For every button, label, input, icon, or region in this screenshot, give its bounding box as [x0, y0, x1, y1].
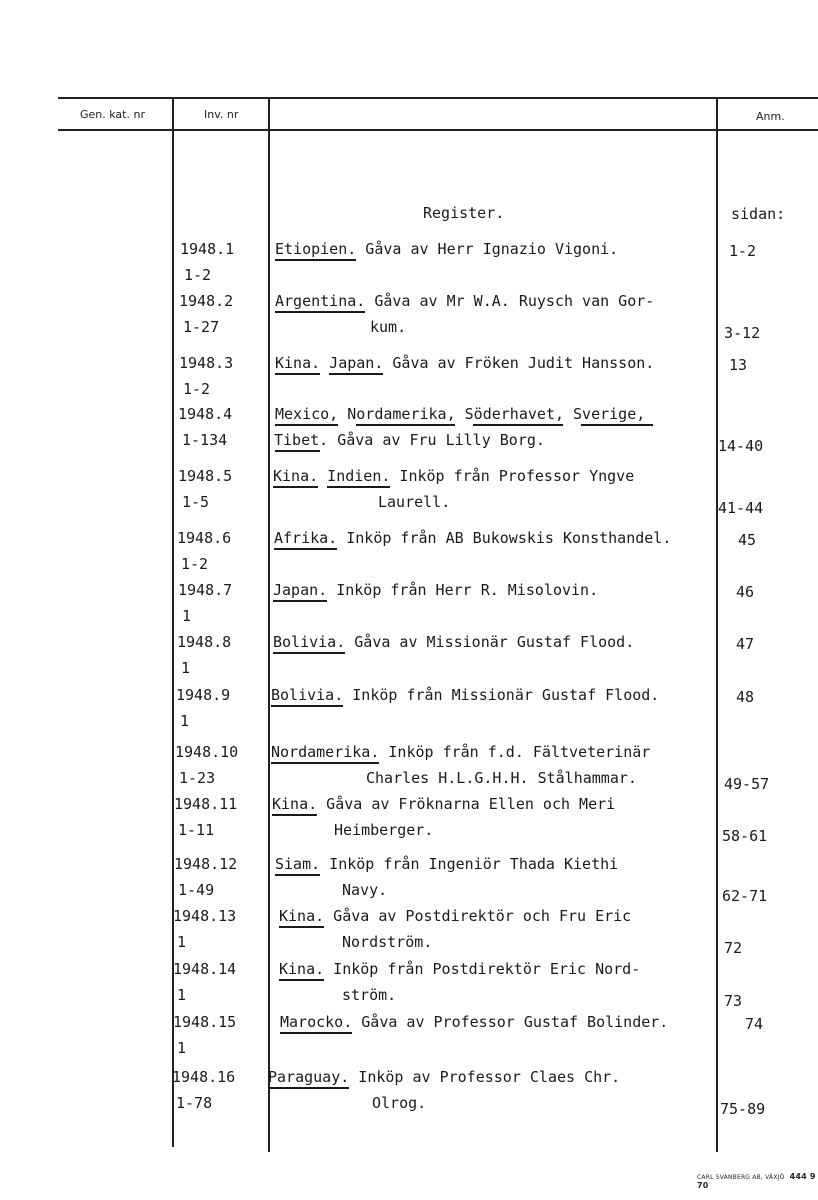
printer-imprint	[697, 1172, 818, 1190]
page-reference: 47	[736, 635, 755, 653]
inv-number: 1948.3	[179, 354, 234, 372]
inv-number: 1948.10	[175, 743, 239, 761]
inv-number: 1948.1	[180, 240, 235, 258]
inv-number: 1948.11	[174, 795, 238, 813]
entry-continuation-line: Laurell.	[378, 493, 451, 511]
entry-continuation-line: kum.	[370, 318, 407, 336]
page-reference: 58-61	[722, 827, 768, 845]
place-underline	[275, 373, 320, 375]
item-range: 1-134	[182, 431, 228, 449]
page-reference: 14-40	[718, 437, 764, 455]
column-header-gen-kat-nr: Gen. kat. nr	[80, 108, 145, 121]
entry-line: Siam. Inköp från Ingeniör Thada Kiethi	[275, 855, 619, 873]
place-underline	[329, 373, 383, 375]
item-range: 1-2	[184, 266, 212, 284]
item-range: 1-2	[183, 380, 211, 398]
page-reference: 46	[736, 583, 755, 601]
page-reference: 72	[724, 939, 743, 957]
inv-number: 1948.13	[173, 907, 237, 925]
place-underline	[473, 424, 563, 426]
inv-number: 1948.6	[177, 529, 232, 547]
place-underline	[275, 311, 365, 313]
inv-number: 1948.4	[178, 405, 233, 423]
place-underline	[273, 652, 345, 654]
page-reference: 3-12	[724, 324, 761, 342]
item-range: 1-5	[182, 493, 210, 511]
place-underline	[356, 424, 455, 426]
column-divider-inv-text	[268, 97, 270, 1152]
item-range: 1	[177, 986, 187, 1004]
item-range: 1-27	[183, 318, 220, 336]
entry-line: Paraguay. Inköp av Professor Claes Chr.	[268, 1068, 621, 1086]
inv-number: 1948.2	[179, 292, 234, 310]
page-reference: 41-44	[718, 499, 764, 517]
place-underline	[273, 486, 318, 488]
inv-number: 1948.8	[177, 633, 232, 651]
entry-line: Nordamerika. Inköp från f.d. Fältveterinär	[271, 743, 651, 761]
place-underline	[274, 548, 337, 550]
inv-number: 1948.16	[172, 1068, 236, 1086]
entry-line: Argentina. Gåva av Mr W.A. Ruysch van Gor-	[275, 292, 655, 310]
inv-number: 1948.5	[178, 467, 233, 485]
form-code: 444 9 70	[697, 1172, 816, 1190]
place-underline	[279, 926, 324, 928]
inv-number: 1948.9	[176, 686, 231, 704]
entry-line: Kina. Gåva av Postdirektör och Fru Eric	[279, 907, 632, 925]
item-range: 1-49	[178, 881, 215, 899]
item-range: 1-2	[181, 555, 209, 573]
page-reference: 73	[724, 992, 743, 1010]
entry-continuation-line: Charles H.L.G.H.H. Stålhammar.	[366, 769, 637, 787]
page-reference: 45	[738, 531, 757, 549]
page-reference: 74	[745, 1015, 764, 1033]
inv-number: 1948.12	[174, 855, 238, 873]
entry-line: Marocko. Gåva av Professor Gustaf Bolinder.	[280, 1013, 669, 1031]
register-title: Register.	[423, 204, 505, 222]
item-range: 1	[180, 712, 190, 730]
printer-name: CARL SVANBERG AB, VÄXJÖ	[697, 1174, 785, 1181]
place-underline	[275, 450, 320, 452]
page-reference: 1-2	[729, 242, 757, 260]
column-divider-text-anm	[716, 97, 718, 1152]
inv-number: 1948.14	[173, 960, 237, 978]
column-divider-gen-inv	[172, 97, 174, 1147]
entry-continuation-line: Olrog.	[372, 1094, 427, 1112]
sidan-label: sidan:	[731, 205, 786, 223]
item-range: 1-11	[178, 821, 215, 839]
page-reference: 75-89	[720, 1100, 766, 1118]
entry-line: Afrika. Inköp från AB Bukowskis Konsthandel.	[274, 529, 672, 547]
entry-line: Kina. Gåva av Fröknarna Ellen och Meri	[272, 795, 616, 813]
item-range: 1	[182, 607, 192, 625]
entry-continuation-line: ström.	[342, 986, 397, 1004]
inv-number: 1948.7	[178, 581, 233, 599]
place-underline	[280, 1032, 352, 1034]
entry-line: Kina. Indien. Inköp från Professor Yngve	[273, 467, 635, 485]
place-underline	[275, 874, 320, 876]
place-underline	[275, 424, 338, 426]
entry-continuation-line: Heimberger.	[334, 821, 434, 839]
entry-continuation-line: Tibet. Gåva av Fru Lilly Borg.	[274, 431, 545, 449]
item-range: 1	[181, 659, 191, 677]
entry-line: Etiopien. Gåva av Herr Ignazio Vigoni.	[275, 240, 619, 258]
place-underline	[273, 600, 327, 602]
page-reference: 62-71	[722, 887, 768, 905]
item-range: 1	[177, 1039, 187, 1057]
place-underline	[272, 814, 317, 816]
item-range: 1-78	[176, 1094, 213, 1112]
entry-continuation-line: Navy.	[342, 881, 388, 899]
page-reference: 13	[729, 356, 748, 374]
page-reference: 48	[736, 688, 755, 706]
place-underline	[268, 1087, 349, 1089]
place-underline	[275, 259, 356, 261]
entry-line: Bolivia. Inköp från Missionär Gustaf Flood.	[271, 686, 660, 704]
entry-line: Bolivia. Gåva av Missionär Gustaf Flood.	[273, 633, 635, 651]
entry-continuation-line: Nordström.	[342, 933, 433, 951]
entry-line: Japan. Inköp från Herr R. Misolovin.	[273, 581, 599, 599]
item-range: 1-23	[179, 769, 216, 787]
inv-number: 1948.15	[173, 1013, 237, 1031]
item-range: 1	[177, 933, 187, 951]
entry-line: Kina. Inköp från Postdirektör Eric Nord-	[279, 960, 641, 978]
page-reference: 49-57	[724, 775, 770, 793]
place-underline	[581, 424, 653, 426]
entry-line: Kina. Japan. Gåva av Fröken Judit Hansson.	[275, 354, 655, 372]
place-underline	[271, 705, 343, 707]
entry-line: Mexico, Nordamerika, Söderhavet, Sverige,	[275, 405, 646, 423]
place-underline	[279, 979, 324, 981]
column-header-anm: Anm.	[756, 110, 785, 123]
place-underline	[271, 762, 379, 764]
place-underline	[327, 486, 390, 488]
column-header-inv-nr: Inv. nr	[204, 108, 239, 121]
